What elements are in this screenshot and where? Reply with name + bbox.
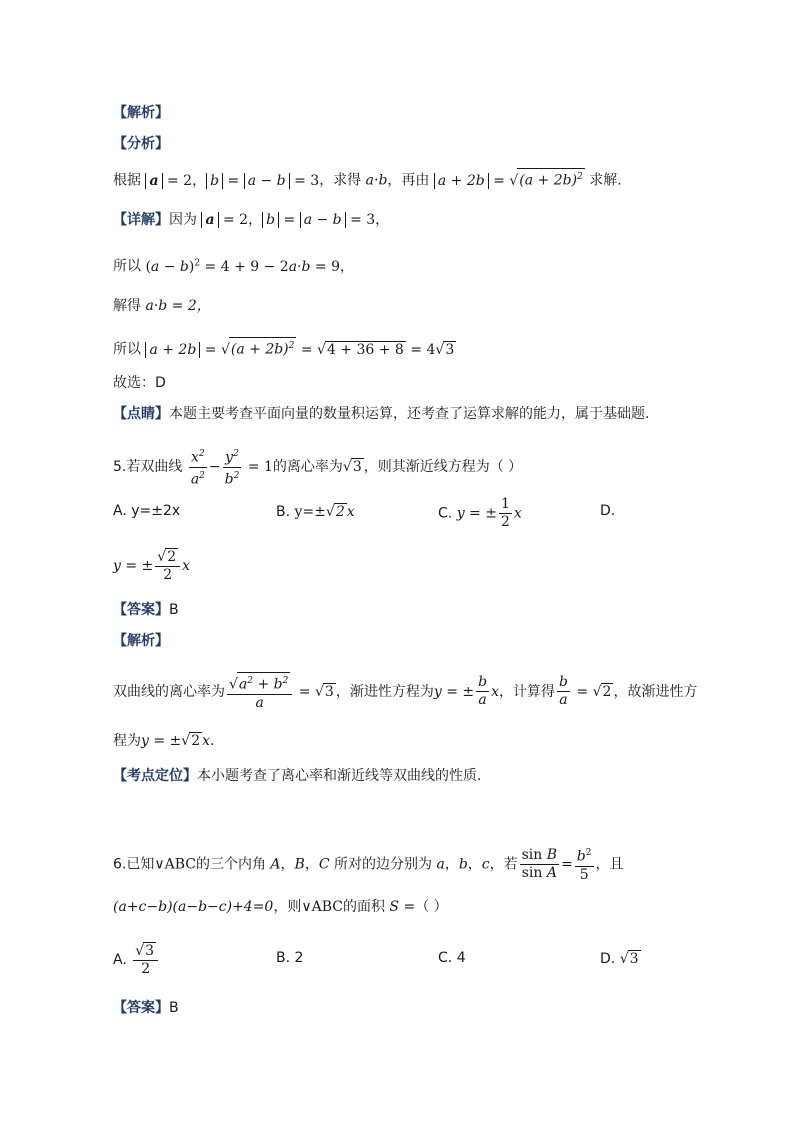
q5-frac-half: $\frac{1}{2}$ xyxy=(500,496,510,530)
q6-answer-line xyxy=(113,998,179,1018)
step1-expr: $(a - b)^2 = 4 + 9 - 2a\cdot b = 9$， xyxy=(145,258,355,275)
q5-frac-root2: $\frac{√2}{2}$ xyxy=(155,548,180,584)
dianjing-line xyxy=(113,404,649,424)
step3-prefix: 所以 xyxy=(113,341,141,358)
q5-answer: B xyxy=(169,602,179,618)
step2-prefix: 解得 xyxy=(113,298,141,314)
step1-prefix: 所以 xyxy=(113,258,141,275)
q6-frac-sin: $\frac{\text{sin B}}{\text{sin A}}$ xyxy=(521,846,558,881)
q5-option-d: y = ± $\frac{√2}{2}$ x xyxy=(113,549,191,583)
fenxi-end: 求解. xyxy=(589,172,622,189)
q5-analysis-2: 程为y = ±√2 x. xyxy=(113,733,215,749)
q5-stem-a: 若双曲线 xyxy=(126,459,183,476)
q5-option-a: A. y=±2x xyxy=(113,503,181,519)
q6-condition: (a+c−b)(a−b−c)+4=0 xyxy=(113,899,274,915)
q6-frac-opt-a: $\frac{√3}{2}$ xyxy=(133,942,158,978)
q6-answer-tag: 【答案】 xyxy=(113,1000,169,1016)
fenxi-prefix: 根据 xyxy=(113,172,141,189)
q6-option-d: D. √3 xyxy=(600,951,639,967)
xiangjie-line xyxy=(113,210,389,230)
kaodian-tag: 【考点定位】 xyxy=(113,768,197,784)
jiexi-tag: 【解析】 xyxy=(113,105,169,121)
q6-option-b: B. 2 xyxy=(276,950,304,966)
q5-frac-x: $\frac{x^2}{a^2}$ xyxy=(189,446,207,488)
step2-expr: a·b = 2， xyxy=(145,298,211,314)
q6-frac-b2: $\frac{b^2}{5}$ xyxy=(575,845,594,884)
fenxi-mid: ，求得 xyxy=(319,172,362,189)
kaodian-text: 本小题考查了离心率和渐近线等双曲线的性质. xyxy=(197,768,482,784)
q6-stem: 6.已知∨ABC的三个内角 A，B，C 所对的边分别为 a，b，c，若 $\frac{\text{sin B}}{\text{sin A}}$ = $\frac{b^2}{5}$ ，且 xyxy=(113,846,624,883)
q5-answer-tag: 【答案】 xyxy=(113,602,169,618)
q5-option-d-label: D. xyxy=(600,503,616,519)
q5-option-c: C. y = ± $\frac{1}{2}$ x xyxy=(438,496,522,530)
q5-number: 5. xyxy=(113,459,127,476)
q5-stem-c: ，则其渐近线方程为（ ） xyxy=(363,459,523,476)
q5-analysis-1: 双曲线的离心率为 $\frac{√a^2 + b^2}{a}$ = √3 ，渐进性方程为y = ± $\frac{b}{a}$ x，计算得 $\frac{b}{a}$ = √2 ，故渐进性方 xyxy=(113,672,697,712)
step2-line xyxy=(113,296,211,316)
q6-option-c: C. 4 xyxy=(438,950,466,966)
dianjing-tag: 【点睛】 xyxy=(113,406,169,422)
choice-line: 故选：D xyxy=(113,375,166,391)
q5-answer-line xyxy=(113,600,179,620)
fenxi-formula: $a + 2b = √(a + 2b)^2$ xyxy=(434,173,585,189)
fenxi-then: ，再由 xyxy=(387,172,430,189)
dianjing-text: 本题主要考查平面向量的数量积运算，还考查了运算求解的能力，属于基础题. xyxy=(169,406,650,422)
fenxi-given: a = 2， b = a − b = 3 xyxy=(145,173,319,189)
q5-option-b: B. y=±√2 x xyxy=(276,504,355,520)
xiangjie-tag: 【详解】 xyxy=(113,212,169,228)
step1-line xyxy=(113,253,354,277)
xiangjie-given: a = 2， b = a − b = 3， xyxy=(201,212,389,228)
fenxi-line xyxy=(113,168,622,191)
q6-answer: B xyxy=(169,1000,179,1016)
q5-stem-b: 的离心率为 xyxy=(272,459,343,476)
q5-frac-y: $\frac{y^2}{b^2}$ xyxy=(223,446,242,488)
fenxi-tag: 【分析】 xyxy=(113,136,169,152)
step3-line xyxy=(113,337,456,360)
fenxi-dot: a·b xyxy=(365,172,388,189)
q6-stem-2: (a+c−b)(a−b−c)+4=0，则∨ABC的面积 S =（ ） xyxy=(113,899,448,915)
q5-stem: 5.若双曲线 $\frac{x^2}{a^2}$ − $\frac{y^2}{b^2}$ = 1的离心率为√3 ，则其渐近线方程为（ ） xyxy=(113,446,522,488)
xiangjie-prefix: 因为 xyxy=(169,212,197,228)
q5-jiexi-tag: 【解析】 xyxy=(113,633,169,649)
q5-frac-e: $\frac{√a^2 + b^2}{a}$ xyxy=(227,672,292,712)
q5-kaodian-line xyxy=(113,766,481,786)
step3-expr: $a + 2b = √(a + 2b)^2 = √4 + 36 + 8 = 4√3$ xyxy=(145,342,456,358)
q6-triangle: ∨ABC xyxy=(154,856,196,873)
q6-option-a: A. $\frac{√3}{2}$ xyxy=(113,942,160,978)
